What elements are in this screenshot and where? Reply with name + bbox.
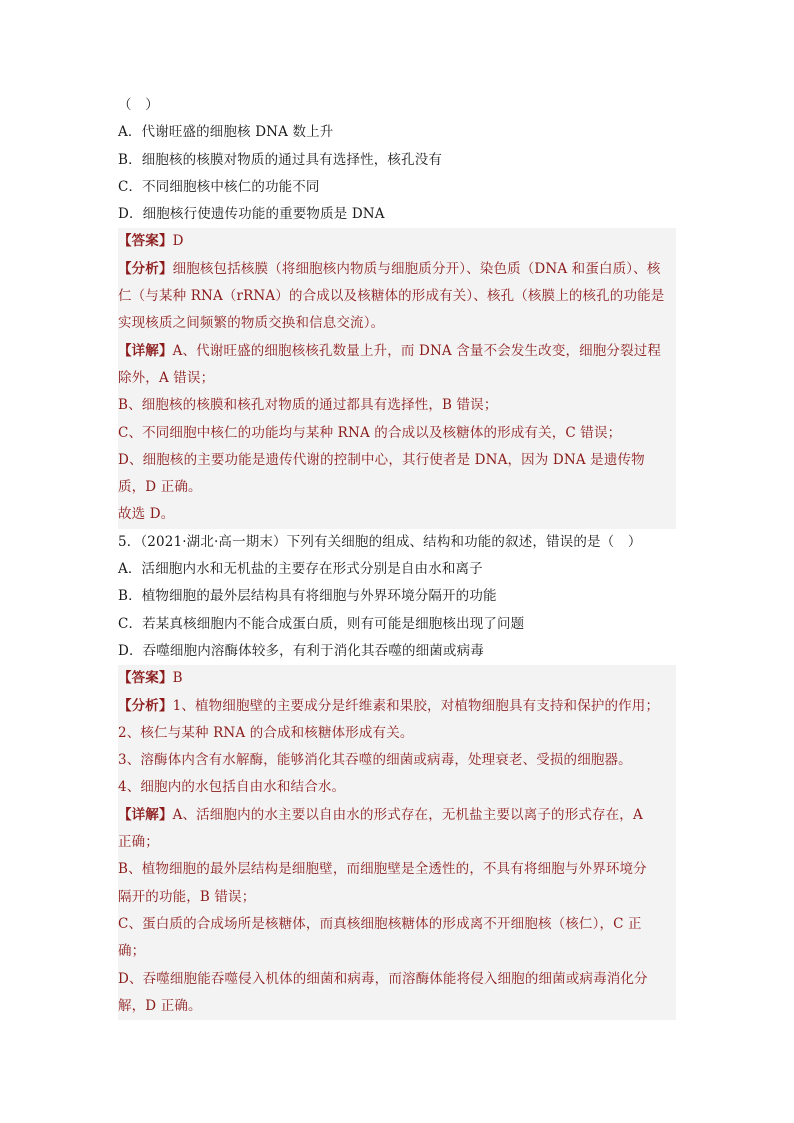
q5-solution-block xyxy=(118,665,676,1020)
q4-analysis-line-1 xyxy=(118,256,676,283)
q4-detail-line-2: 除外，A 错误； xyxy=(118,369,215,386)
q4-option-a: A．代谢旺盛的细胞核 DNA 数上升 xyxy=(118,124,334,141)
q5-analysis-line-2: 2、核仁与某种 RNA 的合成和核糖体形成有关。 xyxy=(118,724,414,741)
q4-solution-block xyxy=(118,228,676,528)
q5-option-c: C．若某真核细胞内不能合成蛋白质，则有可能是细胞核出现了问题 xyxy=(118,615,525,632)
q5-detail-line-7: D、吞噬细胞能吞噬侵入机体的细菌和病毒，而溶酶体能将侵入细胞的细菌或病毒消化分 xyxy=(118,970,648,987)
q4-option-c: C．不同细胞核中核仁的功能不同 xyxy=(118,178,320,195)
q5-option-d: D．吞噬细胞内溶酶体较多，有利于消化其吞噬的细菌或病毒 xyxy=(118,642,484,659)
q4-analysis-text-1: 细胞核包括核膜（将细胞核内物质与细胞质分开）、染色质（DNA 和蛋白质）、核 xyxy=(172,260,661,277)
q4-detail-line-1 xyxy=(118,338,676,365)
q5-option-b: B．植物细胞的最外层结构具有将细胞与外界环境分隔开的功能 xyxy=(118,588,497,605)
q4-analysis-line-2: 仁（与某种 RNA（rRNA）的合成以及核糖体的形成有关）、核孔（核膜上的核孔的功能是 xyxy=(118,288,665,305)
q5-detail-line-6: 确； xyxy=(118,943,146,960)
q5-detail-line-2: 正确； xyxy=(118,834,159,851)
question-4-stem-tail: （ ） xyxy=(118,97,159,113)
q5-detail-line-1 xyxy=(118,802,676,829)
q5-detail-line-4: 隔开的功能，B 错误； xyxy=(118,888,256,905)
worksheet-page xyxy=(118,92,676,1020)
q5-option-a: A．活细胞内水和无机盐的主要存在形式分别是自由水和离子 xyxy=(118,561,483,578)
q4-detail-line-6: 质，D 正确。 xyxy=(118,479,202,496)
q5-detail-line-5: C、蛋白质的合成场所是核糖体，而真核细胞核糖体的形成离不开细胞核（核仁），C 正 xyxy=(118,915,642,932)
q4-detail-text-1: A、代谢旺盛的细胞核核孔数量上升，而 DNA 含量不会发生改变，细胞分裂过程 xyxy=(172,342,662,359)
q4-detail-line-4: C、不同细胞中核仁的功能均与某种 RNA 的合成以及核糖体的形成有关，C 错误； xyxy=(118,424,622,441)
q4-analysis-line-3: 实现核质之间频繁的物质交换和信息交流）。 xyxy=(118,315,385,332)
detail-tag: 【详解】 xyxy=(118,806,173,823)
analysis-tag: 【分析】 xyxy=(118,697,173,714)
q5-answer-line xyxy=(118,665,676,692)
detail-tag: 【详解】 xyxy=(118,342,173,359)
analysis-tag: 【分析】 xyxy=(118,260,173,277)
q5-analysis-line-1 xyxy=(118,693,676,720)
q4-detail-line-7: 故选 D。 xyxy=(118,506,175,523)
q5-analysis-line-3: 3、溶酶体内含有水解酶，能够消化其吞噬的细菌或病毒，处理衰老、受损的细胞器。 xyxy=(118,752,632,769)
q4-detail-line-3: B、细胞核的核膜和核孔对物质的通过都具有选择性，B 错误； xyxy=(118,397,498,414)
q5-detail-line-3: B、植物细胞的最外层结构是细胞壁，而细胞壁是全透性的，不具有将细胞与外界环境分 xyxy=(118,861,647,878)
q4-option-d: D．细胞核行使遗传功能的重要物质是 DNA xyxy=(118,206,385,223)
q5-answer-value: B xyxy=(172,670,183,687)
question-5-stem: 5．（2021·湖北·高一期末）下列有关细胞的组成、结构和功能的叙述，错误的是（ ） xyxy=(118,533,642,550)
q5-detail-text-1: A、活细胞内的水主要以自由水的形式存在，无机盐主要以离子的形式存在，A xyxy=(172,806,643,823)
q5-analysis-line-4: 4、细胞内的水包括自由水和结合水。 xyxy=(118,779,346,796)
answer-tag: 【答案】 xyxy=(118,670,173,687)
answer-tag: 【答案】 xyxy=(118,233,173,250)
q4-option-b: B．细胞核的核膜对物质的通过具有选择性，核孔没有 xyxy=(118,151,443,168)
q5-detail-line-8: 解，D 正确。 xyxy=(118,997,202,1014)
q4-answer-line xyxy=(118,228,676,255)
q4-answer-value: D xyxy=(172,233,184,250)
q4-detail-line-5: D、细胞核的主要功能是遗传代谢的控制中心，其行使者是 DNA，因为 DNA 是遗传物 xyxy=(118,451,645,468)
q5-analysis-text-1: 1、植物细胞壁的主要成分是纤维素和果胶，对植物细胞具有支持和保护的作用； xyxy=(172,697,660,714)
